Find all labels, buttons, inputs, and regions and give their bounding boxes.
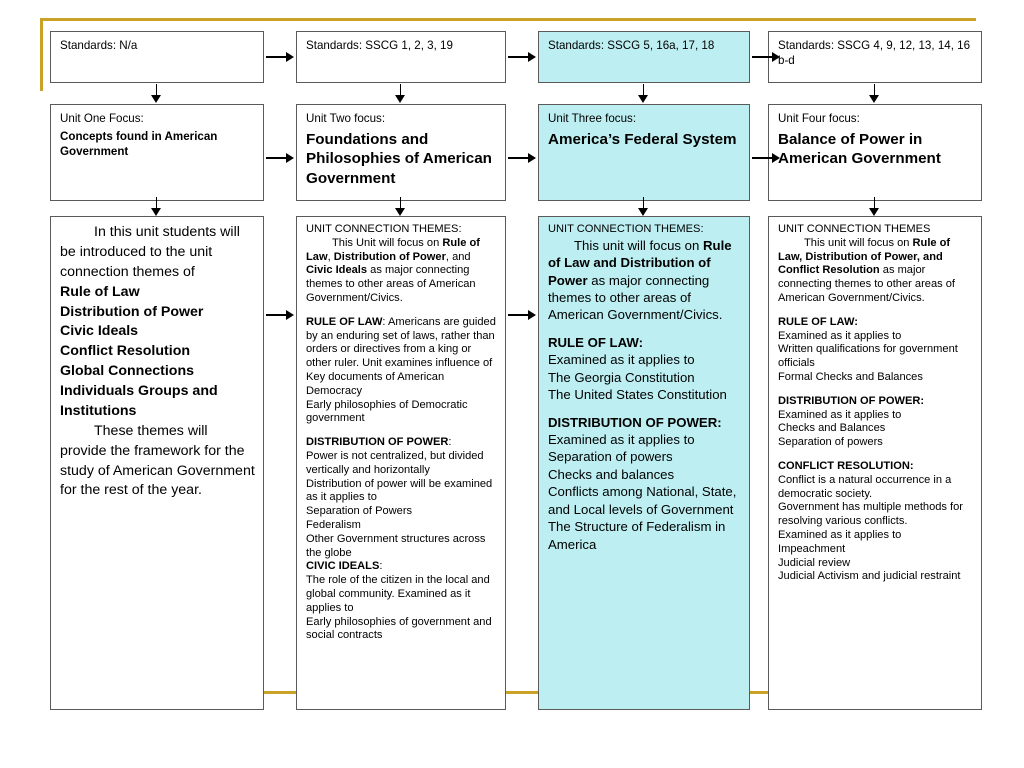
section-heading-distribution-of-power: DISTRIBUTION OF POWER (306, 436, 449, 449)
distribution-of-power-lines: Separation of powers Checks and balances Conflicts among National, State, and Local levels of Government The Structure of Federalism in America (548, 449, 737, 552)
section-heading-civic-ideals: CIVIC IDEALS (306, 560, 380, 573)
section-rule-of-law (306, 316, 497, 399)
intro-lead: This unit will focus on (574, 237, 703, 253)
standards-text: Standards: SSCG 5, 16a, 17, 18 (548, 39, 715, 52)
theme-distribution-of-power: Distribution of Power (333, 250, 446, 263)
theme-civic-ideals: Civic Ideals (60, 323, 139, 340)
intro-tail: as major connecting themes to other areas of American Government/Civics. (306, 264, 476, 304)
arrow-down-unit-two-standards (395, 84, 406, 103)
paragraph-spacer (778, 306, 973, 316)
theme-rule-of-law: Rule of Law (60, 283, 140, 300)
section-heading-distribution-of-power: DISTRIBUTION OF POWER: (778, 394, 925, 407)
section-heading-rule-of-law: RULE OF LAW (306, 315, 383, 328)
focus-box-unit-one[interactable] (50, 104, 264, 201)
rule-of-law-lines: Examined as it applies to Written qualifications for government officials Formal Checks and Balances (778, 329, 958, 383)
arrow-right-standards-2-3 (508, 51, 536, 62)
focus-lead: Unit Four focus: (778, 112, 860, 125)
paragraph-spacer (306, 306, 497, 316)
arrow-right-detail-2-3 (508, 309, 536, 320)
arrow-down-unit-four-standards (869, 84, 880, 103)
detail-box-unit-two[interactable] (296, 216, 506, 710)
rule-of-law-lines: Examined as it applies to The Georgia Constitution The United States Constitution (548, 352, 727, 403)
arrow-right-standards-1-2 (266, 51, 294, 62)
arrow-down-unit-four-focus (869, 197, 880, 216)
detail-box-unit-one[interactable] (50, 216, 264, 710)
section-distribution-of-power (306, 436, 497, 450)
gold-top-rule (40, 18, 976, 21)
arrow-down-unit-three-standards (638, 84, 649, 103)
arrow-down-unit-three-focus (638, 197, 649, 216)
distribution-of-power-lines: Examined as it applies to Checks and Balances Separation of powers (778, 408, 902, 449)
paragraph-spacer (548, 324, 741, 334)
focus-title: Balance of Power in American Government (778, 130, 941, 168)
detail-closing-text: These themes will provide the framework for the study of American Government for the rest of the year. (60, 422, 255, 499)
standards-box-unit-one[interactable] (50, 31, 264, 83)
arrow-down-unit-one-focus (151, 197, 162, 216)
section-body: Examined as it applies to (548, 432, 695, 448)
section-body: : Americans are guided by an enduring set of laws, rather than orders or directives from a king or other ruler. Unit examines influence of Key documents of American Democracy (306, 315, 496, 397)
detail-intro-paragraph (306, 237, 497, 306)
sep-1: , (327, 250, 334, 263)
detail-header: UNIT CONNECTION THEMES (778, 223, 931, 235)
focus-box-unit-three[interactable] (538, 104, 750, 201)
arrow-right-focus-3-4 (752, 152, 780, 163)
theme-distribution-of-power: Distribution of Power (60, 303, 204, 320)
section-heading-rule-of-law: RULE OF LAW: (778, 315, 858, 328)
sep-2: , and (445, 250, 471, 263)
gold-left-rule (40, 18, 43, 91)
focus-lead: Unit Two focus: (306, 112, 386, 125)
distribution-of-power-lines: Power is not centralized, but divided vertically and horizontally Distribution of power will be examined as it applies to Separation of Powers Federalism Other Government structures across the globe (306, 449, 493, 559)
focus-lead: Unit One Focus: (60, 112, 144, 125)
focus-title: America’s Federal System (548, 130, 737, 148)
detail-box-unit-three[interactable] (538, 216, 750, 710)
paragraph-spacer (778, 385, 973, 395)
theme-civic-ideals: Civic Ideals (306, 264, 368, 277)
detail-box-unit-four[interactable] (768, 216, 982, 710)
standards-box-unit-two[interactable] (296, 31, 506, 83)
theme-list-bold: Rule of Law, Distribution of Power, and Conflict Resolution (778, 236, 951, 277)
colon: : (379, 560, 383, 573)
conflict-resolution-lines: Conflict is a natural occurrence in a democratic society. Government has multiple methods for resolving various conflicts. Examined as it applies to Impeachment Judicial review Judicial Activism and judicial restraint (778, 473, 963, 583)
section-heading-conflict-resolution: CONFLICT RESOLUTION: (778, 459, 914, 472)
section-heading-distribution-of-power: DISTRIBUTION OF POWER: (548, 414, 722, 430)
arrow-right-detail-1-2 (266, 309, 294, 320)
focus-box-unit-two[interactable] (296, 104, 506, 201)
focus-title: Concepts found in American Government (60, 129, 218, 158)
focus-lead: Unit Three focus: (548, 112, 637, 125)
intro-tail: as major connecting themes to other areas of American Government/Civics. (548, 272, 723, 323)
paragraph-spacer (548, 404, 741, 414)
standards-text: Standards: SSCG 1, 2, 3, 19 (306, 39, 453, 52)
standards-box-unit-four[interactable] (768, 31, 982, 83)
gold-connector-1 (264, 691, 296, 694)
arrow-right-focus-1-2 (266, 152, 294, 163)
detail-header: UNIT CONNECTION THEMES: (548, 223, 704, 235)
section-distribution-of-power (548, 414, 741, 449)
paragraph-spacer (306, 426, 497, 436)
intro-lead: This unit will focus on (804, 236, 913, 249)
detail-intro-paragraph (778, 237, 973, 306)
focus-title: Foundations and Philosophies of American Government (306, 130, 492, 187)
section-heading-rule-of-law: RULE OF LAW: (548, 334, 643, 350)
civic-ideals-lines: The role of the citizen in the local and global community. Examined as it applies to Early philosophies of government and social contracts (306, 574, 492, 642)
section-civic-ideals (306, 560, 497, 574)
paragraph-spacer (778, 450, 973, 460)
intro-lead: This Unit will focus on (332, 236, 443, 249)
colon: : (448, 436, 452, 449)
detail-intro-paragraph (548, 237, 741, 324)
theme-global-connections: Global Connections (60, 363, 194, 380)
theme-rule-of-law-and-distribution-of-power: Rule of Law and Distribution of Power (548, 237, 732, 288)
theme-rule-of-law: Rule of Law (306, 236, 480, 263)
rule-of-law-extra-line: Early philosophies of Democratic government (306, 398, 468, 425)
arrow-down-unit-two-focus (395, 197, 406, 216)
standards-text: Standards: N/a (60, 39, 138, 52)
detail-intro-paragraph (60, 223, 255, 283)
theme-conflict-resolution: Conflict Resolution (60, 343, 191, 360)
arrow-right-focus-2-3 (508, 152, 536, 163)
standards-box-unit-three[interactable] (538, 31, 750, 83)
theme-individuals-groups-institutions: Individuals Groups and Institutions (60, 383, 218, 419)
arrow-right-standards-3-4 (752, 51, 780, 62)
focus-box-unit-four[interactable] (768, 104, 982, 201)
arrow-down-unit-one-standards (151, 84, 162, 103)
detail-theme-list (60, 283, 255, 422)
detail-header: UNIT CONNECTION THEMES: (306, 223, 462, 235)
detail-intro-text: In this unit students will be introduced to the unit connection themes of (60, 224, 240, 280)
detail-closing-paragraph (60, 422, 255, 502)
standards-text: Standards: SSCG 4, 9, 12, 13, 14, 16 b-d (778, 39, 971, 67)
gold-connector-2 (506, 691, 538, 694)
intro-tail: as major connecting themes to other areas of American Government/Civics. (778, 264, 955, 304)
